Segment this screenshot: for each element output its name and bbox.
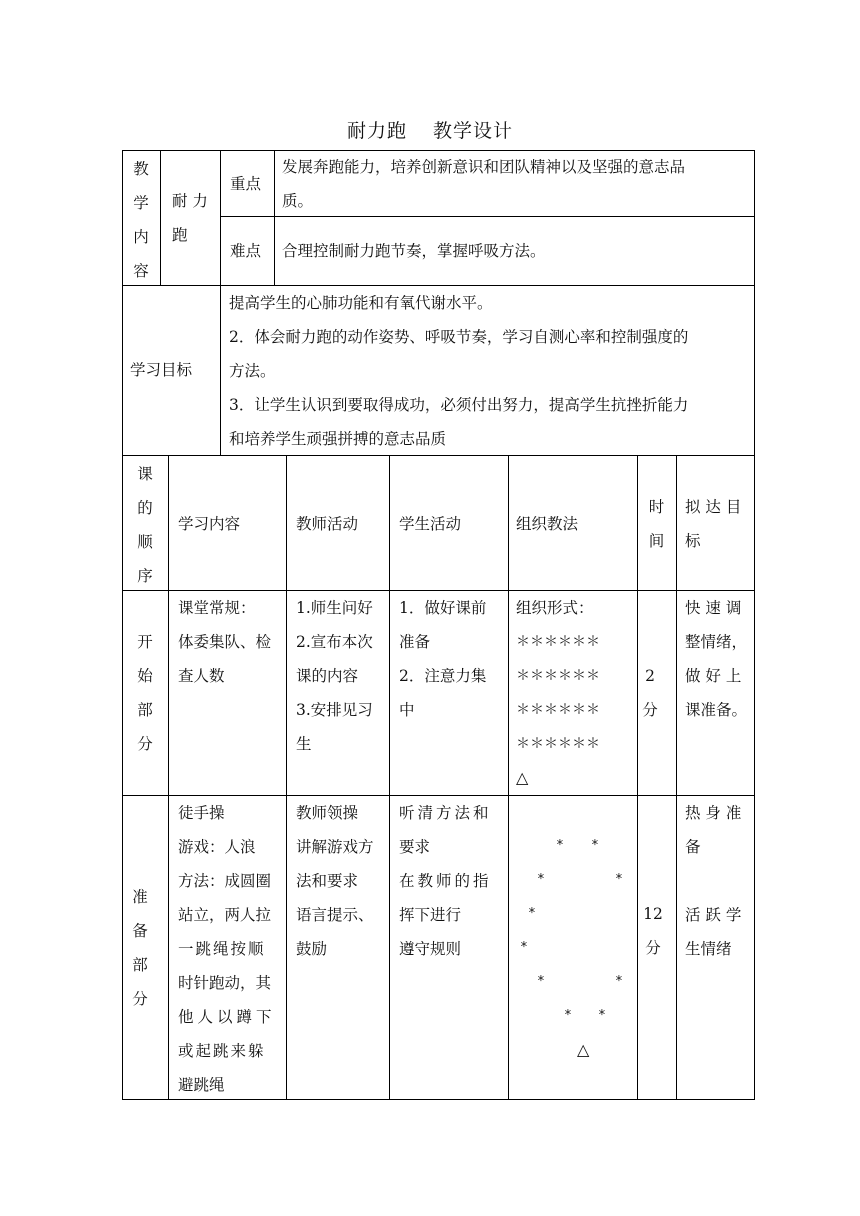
formation-star: * xyxy=(591,838,599,853)
formation-row: ＊＊＊＊＊＊ xyxy=(516,634,600,650)
objective-line: 方法。 xyxy=(229,362,276,380)
header-method: 组织教法 xyxy=(516,515,579,533)
teacher-marker: △ xyxy=(516,768,529,787)
content-header-char: 教 xyxy=(133,160,149,178)
objective-line: 和培养学生顽强拼搏的意志品质 xyxy=(229,430,447,448)
prep-goal: 热 身 准 备 活 跃 学 生情绪 xyxy=(685,804,742,958)
start-goal: 快 速 调 整情绪， 做 好 上 课准备。 xyxy=(685,599,748,719)
objective-line: 提高学生的心肺功能和有氧代谢水平。 xyxy=(229,294,493,312)
difficulty-text: 合理控制耐力跑节奏，掌握呼吸方法。 xyxy=(282,242,546,260)
formation-row: ＊＊＊＊＊＊ xyxy=(516,736,600,752)
objectives-text xyxy=(229,286,688,456)
difficulty-label: 难点 xyxy=(230,242,262,260)
key-point-text: 发展奔跑能力，培养创新意识和团队精神以及坚强的意志品 质。 xyxy=(282,158,686,210)
objective-line: 3．让学生认识到要取得成功，必须付出努力，提高学生抗挫折能力 xyxy=(229,396,689,414)
page-title xyxy=(0,116,860,143)
prep-student: 听清方法和 要求 在教师的指 挥下进行 遵守规则 xyxy=(399,804,492,958)
formation-star: * xyxy=(564,1008,572,1023)
formation-star: * xyxy=(556,838,564,853)
header-goal: 拟 达 目 标 xyxy=(685,498,742,550)
title-topic: 耐力跑 xyxy=(346,120,407,142)
formation-star: * xyxy=(615,974,623,989)
header-teacher: 教师活动 xyxy=(296,515,359,533)
topic-name: 耐 力 跑 xyxy=(172,192,208,244)
content-header-char: 容 xyxy=(133,262,149,280)
objectives-label: 学习目标 xyxy=(130,361,193,379)
content-header-char: 学 xyxy=(133,194,149,212)
formation-star: * xyxy=(615,872,623,887)
formation-star: * xyxy=(598,1008,606,1023)
formation-row: ＊＊＊＊＊＊ xyxy=(516,668,600,684)
prep-content: 徒手操 游戏：人浪 方法：成圆圈 站立，两人拉 一跳绳按顺 时针跑动，其 他人以蹲下 或起跳来躲 避跳绳 xyxy=(178,804,276,1094)
start-content: 课堂常规： 体委集队、检 查人数 xyxy=(178,599,272,685)
content-header-char: 内 xyxy=(133,228,149,246)
key-point-label: 重点 xyxy=(230,175,262,193)
start-teacher: 1.师生问好 2.宣布本次 课的内容 3.安排见习 生 xyxy=(296,599,373,753)
title-doc-type: 教学设计 xyxy=(433,120,514,142)
header-student: 学生活动 xyxy=(399,515,462,533)
teacher-marker: △ xyxy=(577,1040,590,1059)
formation-star: * xyxy=(537,872,545,887)
start-student: 1．做好课前 准备 2．注意力集 中 xyxy=(399,599,487,719)
objective-line: 2．体会耐力跑的动作姿势、呼吸节奏，学习自测心率和控制强度的 xyxy=(229,328,689,346)
formation-star: * xyxy=(520,940,528,955)
formation-star: * xyxy=(537,974,545,989)
start-method: 组织形式： ＊＊＊＊＊＊ ＊＊＊＊＊＊ ＊＊＊＊＊＊ ＊＊＊＊＊＊ △ xyxy=(516,591,600,795)
formation-star: * xyxy=(528,906,536,921)
prep-teacher: 教师领操 讲解游戏方 法和要求 语言提示、 鼓励 xyxy=(296,804,374,958)
header-content: 学习内容 xyxy=(178,515,241,533)
formation-row: ＊＊＊＊＊＊ xyxy=(516,702,600,718)
